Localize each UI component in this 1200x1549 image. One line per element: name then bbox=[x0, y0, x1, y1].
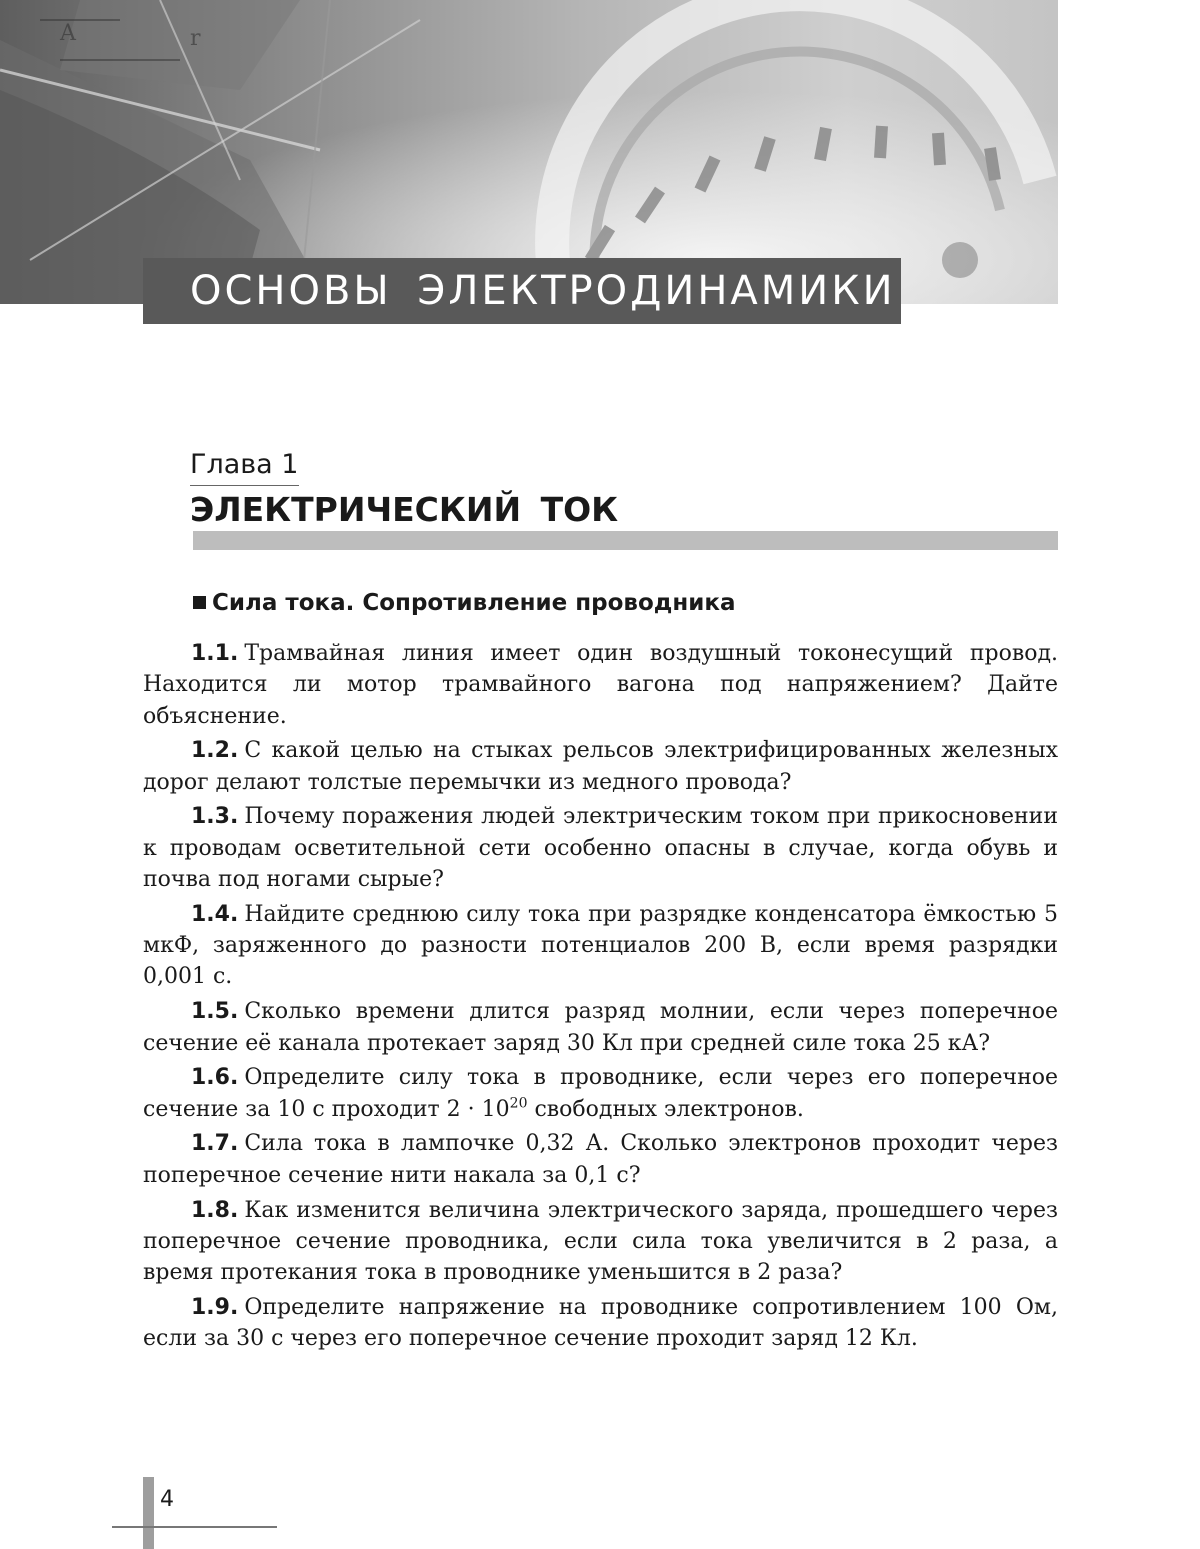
problem-text: Как изменится величина электрического заряда, прошедшего через поперечное сечение проводника, если сила тока увеличится в 2 раза, а время протекания тока в проводнике уменьшится в 2 раза? bbox=[143, 1197, 1058, 1286]
chapter-divider-bar bbox=[193, 531, 1058, 550]
problem-item bbox=[143, 1195, 1058, 1289]
problem-number: 1.4. bbox=[191, 901, 239, 927]
problem-item bbox=[143, 801, 1058, 895]
problem-item bbox=[143, 1062, 1058, 1125]
problem-number: 1.8. bbox=[191, 1197, 239, 1223]
chapter-label: Глава 1 bbox=[190, 448, 299, 486]
problem-item bbox=[143, 996, 1058, 1059]
problem-text-end: свободных электронов. bbox=[527, 1096, 804, 1122]
problem-list bbox=[143, 638, 1058, 1358]
chapter-title: ЭЛЕКТРИЧЕСКИЙ ТОК bbox=[190, 490, 619, 529]
section-heading-text: Сила тока. Сопротивление проводника bbox=[212, 590, 736, 616]
problem-item bbox=[143, 1128, 1058, 1191]
problem-text: Сила тока в лампочке 0,32 А. Сколько электронов проходит через поперечное сечение нити накала за 0,1 с? bbox=[143, 1131, 1058, 1188]
problem-number: 1.7. bbox=[191, 1131, 239, 1157]
problem-item bbox=[143, 899, 1058, 993]
svg-text:A: A bbox=[60, 21, 76, 46]
square-bullet-icon bbox=[193, 596, 206, 609]
page-marker-bar bbox=[143, 1477, 154, 1549]
problem-text: Определите напряжение на проводнике сопротивлением 100 Ом, если за 30 с через его поперечное сечение проходит заряд 12 Кл. bbox=[143, 1294, 1058, 1352]
svg-text:r: r bbox=[190, 26, 201, 51]
problem-text: С какой целью на стыках рельсов электрифицированных железных дорог делают толстые перемычки из медного провода? bbox=[143, 738, 1058, 795]
exponent: 20 bbox=[509, 1095, 528, 1112]
page-number: 4 bbox=[160, 1487, 174, 1512]
problem-item bbox=[143, 1292, 1058, 1355]
problem-text: Почему поражения людей электрическим током при прикосновении к проводам осветительной сети особенно опасны в случае, когда обувь и почва под ногами сырые? bbox=[143, 804, 1058, 893]
problem-text: Найдите среднюю силу тока при разрядке конденсатора ёмкостью 5 мкФ, заряженного до разности потенциалов 200 В, если время разрядки 0,001 с. bbox=[143, 901, 1058, 990]
problem-item bbox=[143, 638, 1058, 732]
problem-number: 1.2. bbox=[191, 738, 239, 764]
problem-text: Сколько времени длится разряд молнии, если через поперечное сечение её канала протекает заряд 30 Кл при средней силе тока 25 кА? bbox=[143, 999, 1058, 1056]
part-title: ОСНОВЫ ЭЛЕКТРОДИНАМИКИ bbox=[190, 268, 896, 314]
page-marker-line bbox=[112, 1526, 277, 1528]
problem-number: 1.3. bbox=[191, 804, 239, 830]
problem-number: 1.5. bbox=[191, 999, 239, 1025]
problem-text-start: Определите силу тока в проводнике, если через его поперечное сечение за 10 с проходит 2 · 10 bbox=[143, 1065, 1058, 1122]
problem-number: 1.9. bbox=[191, 1294, 239, 1320]
problem-item bbox=[143, 735, 1058, 798]
problem-number: 1.6. bbox=[191, 1065, 239, 1091]
problem-text: Трамвайная линия имеет один воздушный токонесущий провод. Находится ли мотор трамвайного вагона под напряжением? Дайте объяснение. bbox=[143, 641, 1058, 729]
section-heading bbox=[193, 588, 736, 618]
problem-number: 1.1. bbox=[191, 641, 239, 666]
